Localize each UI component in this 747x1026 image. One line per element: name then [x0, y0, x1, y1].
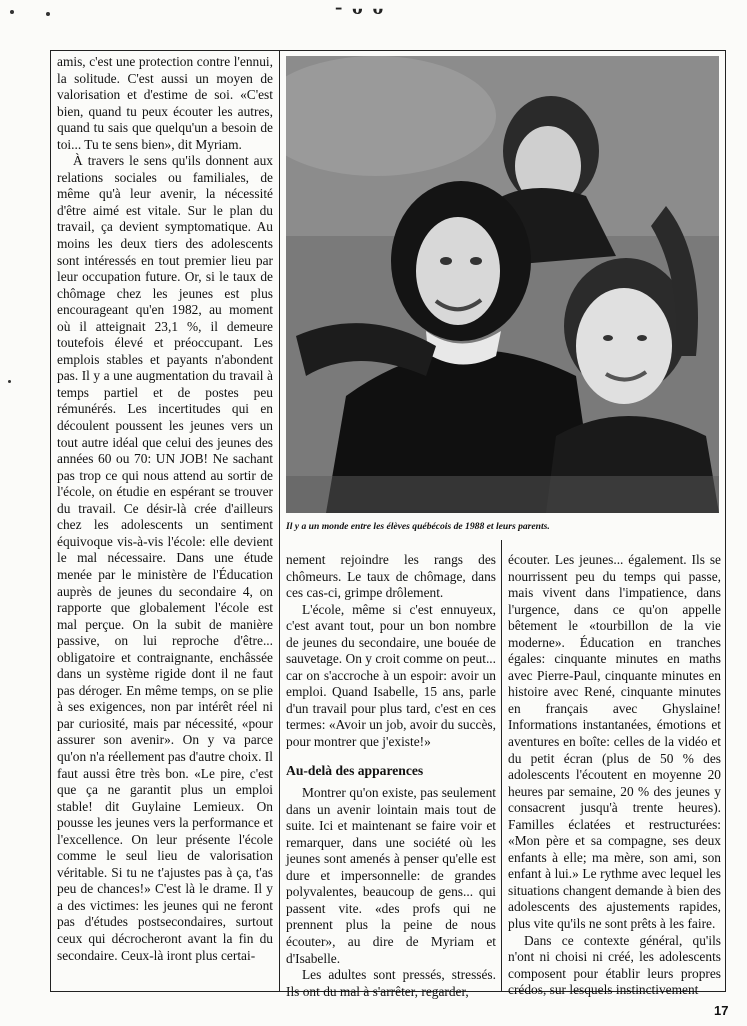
header-mark: - ᴗ ᴗ: [335, 0, 386, 19]
paragraph: Les adultes sont pressés, stressés. Ils ont du mal à s'arrêter, regarder,: [286, 967, 496, 999]
scan-speck: [46, 12, 50, 16]
paragraph: amis, c'est une protection contre l'ennui, la solitude. C'est aussi un moyen de valorisation et d'estime de soi. «C'est bien, quand tu peux écouter les autres, quand tu sais que quelqu'un a besoin de toi... Tu te sens bien», dit Myriam.: [57, 54, 273, 152]
section-heading: Au-delà des apparences: [286, 762, 424, 778]
scan-speck: [8, 380, 11, 383]
scan-speck: [10, 10, 14, 14]
article-photo: [286, 56, 719, 513]
photo-teenagers-image: [286, 56, 719, 513]
column-rule: [501, 540, 502, 992]
article-column-2: [286, 552, 496, 1000]
photo-caption: Il y a un monde entre les élèves québécois de 1988 et leurs parents.: [286, 521, 550, 532]
paragraph: Dans ce contexte général, qu'ils n'ont ni choisi ni créé, les adolescents composent pour établir leurs propres crédos, sur lesquels instinctivement: [508, 932, 721, 998]
paragraph: L'école, même si c'est ennuyeux, c'est avant tout, pour un bon nombre de jeunes du secondaire, une bouée de sauvetage. On y croit comme on peut... car on s'accroche à un espoir: avoir un emploi. Quand Isabelle, 15 ans, parle d'un travail pour plus tard, c'est en ces termes: «Avoir un job, avoir du succès, pour montrer que j'existe!»: [286, 601, 496, 750]
paragraph: Montrer qu'on existe, pas seulement dans un avenir lointain mais tout de suite. Ici et maintenant se faire voir et remarquer, dans une société où les jeunes sont amenés à penser qu'elle est dure et impersonnelle: de grandes polyvalentes, beaucoup de gens... qui passent vite. «des profs qui ne prennent plus la peine de nous écouter», au dire de Myriam et d'Isabelle.: [286, 785, 496, 966]
article-column-1: [57, 54, 273, 964]
page-number: 17: [714, 1003, 729, 1018]
article-column-3: [508, 552, 721, 999]
paragraph: nement rejoindre les rangs des chômeurs. Le taux de chômage, dans ces cas-ci, grimpe drôlement.: [286, 552, 496, 601]
column-rule: [279, 50, 280, 992]
paragraph: écouter. Les jeunes... également. Ils se nourrissent peu du temps qui passe, mais vivent dans l'impatience, dans l'urgence, dans ce qu'on appelle bêtement le «tourbillon de la vie moderne». Éducation en tranches égales: cinquante minutes en maths avec Pierre-Paul, cinquante minutes en histoire avec René, cinquante minutes en français avec Ghyslaine! Informations instantanées, émotions et aventures en boîte: celles de la vidéo et du petit écran (plus de 50 % des adolescents l'écoutent en moyenne 20 heures par semaine, 20 % des jeunes y consacrent jusqu'à trente heures). Familles éclatées et restructurées: «Mon père et sa compagne, ses deux enfants à elle; ma mère, son ami, son enfant à lui.» Le rythme avec lequel les situations changent demande à bien des adolescents des ajustements rapides, plus vite qu'ils ne sont prêts à les faire.: [508, 552, 721, 932]
paragraph: À travers le sens qu'ils donnent aux relations sociales ou familiales, de même qu'à leur avenir, la nécessité d'être aimé est vitale. Sur le plan du travail, ça devient symptomatique. Au moins les deux tiers des adolescents sont intéressés en tout premier lieu par leur occupation future. Or, si le taux de chômage chez les jeunes est plus encourageant qu'en 1982, au moment où il atteignait 23,1 %, il demeure toutefois élevé et préoccupant. Les emplois stables et payants n'abondent pas. Il y a une augmentation du travail à temps partiel et de postes peu rémunérés. Les incertitudes qui en découlent poussent les jeunes vers un tout autre idéal que celui des jeunes des années 60 ou 70: UN JOB! Ne sachant pas trop ce qui nous attend au sortir de l'école, on étudie en espérant se trouver du travail. Ce désir-là crée d'ailleurs chez les adolescents un sentiment équivoque vis-à-vis l'école: elle devient le mal nécessaire. Dans une étude menée par le ministère de l'Éducation auprès de jeunes du secondaire 4, on rapporte que globalement l'école est mal perçue. On la subit de manière passive, on lui reproche d'être... obligatoire et contraignante, enchâssée dans un système rigide dont il ne faut pas déroger. En même temps, on se plie à ses exigences, non par intérêt réel ni par curiosité, mais par nécessité, «pour assurer son avenir». On y va parce qu'on n'a réellement pas d'autre choix. Il faut aussi être très bon. «Le pire, c'est que ça ne garantit plus un emploi stable! dit Guylaine Lemieux. On pousse les jeunes vers la performance et l'excellence. On leur présente l'école comme le seul lieu de valorisation véritable. Si tu ne t'ajustes pas à ça, t'as peu de chances!» C'est là le drame. Il y a des victimes: les jeunes qui ne feront pas d'études postsecondaires, surtout ceux qui décrocheront avant la fin du secondaire. Ceux-là iront plus certai-: [57, 153, 273, 963]
